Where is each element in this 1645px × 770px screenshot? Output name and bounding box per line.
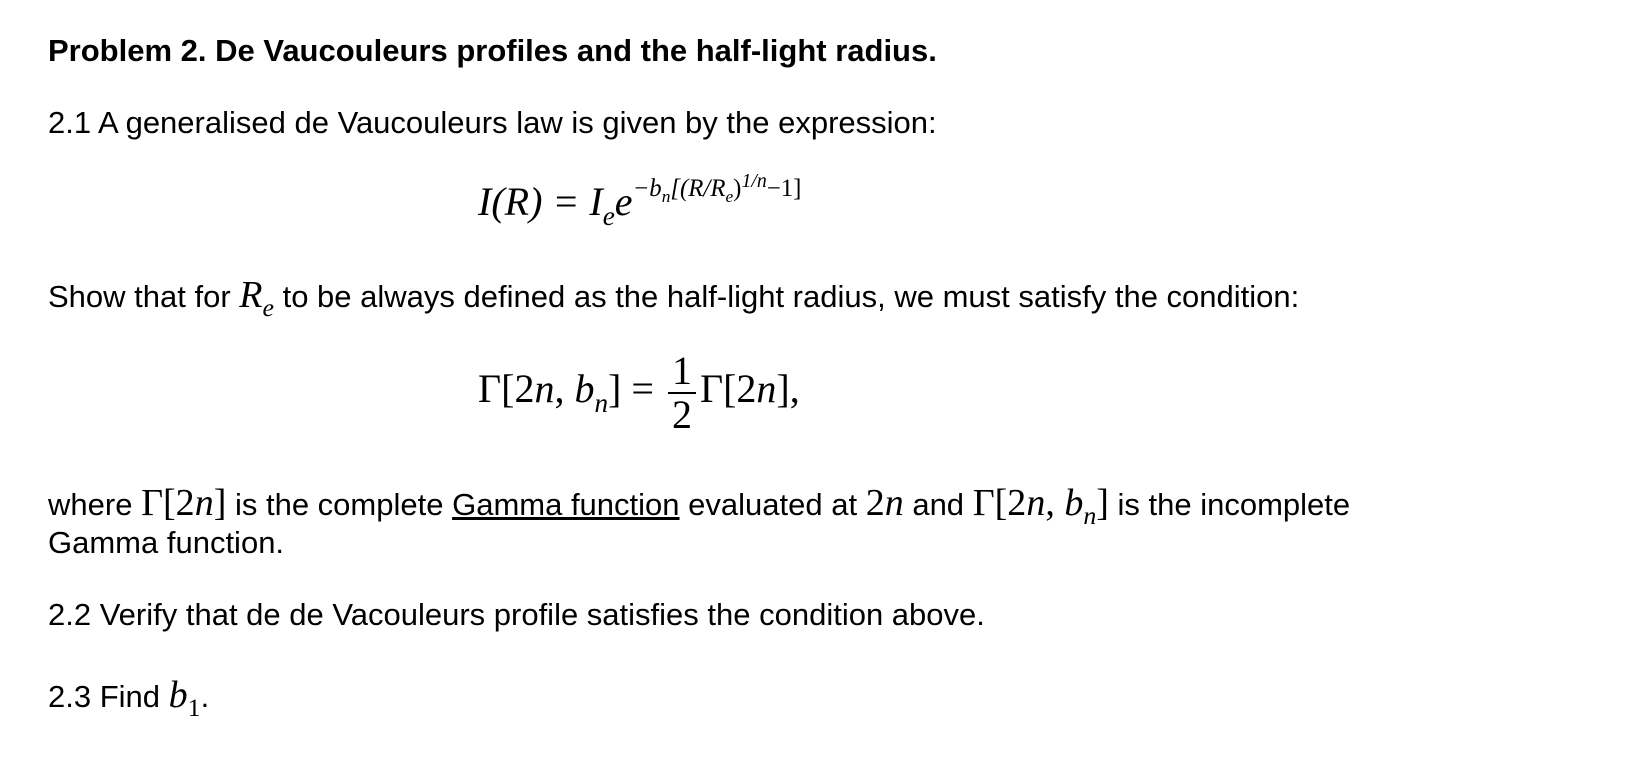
eq1-exponent: −bn[(R/Re)1/n−1]: [632, 170, 802, 206]
fraction-one-half: $\frac{1}{2}$: [668, 350, 696, 436]
show-suffix: to be always defined as the half-light radius, we must satisfy the condition:: [282, 279, 1300, 314]
part-2-2: 2.2 Verify that de de Vacouleurs profile satisfies the condition above.: [48, 597, 985, 632]
gamma-2n: Γ[2n]: [141, 482, 227, 524]
show-that-line: [48, 274, 1300, 323]
part-2-3: 2.3 Find $b_1$.: [48, 674, 210, 723]
two-n: 2n: [865, 482, 904, 524]
equation-gamma-condition: Γ[2n, $b_n$] = $\frac{1}{2}$ Γ[2n],: [478, 348, 800, 437]
eq1-lhs-sub: e: [602, 200, 615, 231]
intro-2-1: 2.1 A generalised de Vaucouleurs law is given by the expression:: [48, 105, 937, 140]
gamma-incomplete: Γ[2n, $b_n$]: [972, 482, 1109, 531]
where-line-2: Gamma function.: [48, 525, 285, 560]
gamma-function-link[interactable]: Gamma function: [452, 487, 680, 522]
eq1-lhs: I(R) = I: [478, 179, 603, 224]
eq1-base: e: [614, 179, 633, 224]
equation-de-vaucouleurs: [478, 170, 802, 231]
Re-symbol: $R_e$: [239, 274, 274, 323]
problem-heading: Problem 2. De Vaucouleurs profiles and the half-light radius.: [48, 33, 937, 68]
show-prefix: Show that for: [48, 279, 231, 314]
b1-symbol: $b_1$: [168, 674, 201, 723]
where-line: where Γ[2n] is the complete Gamma function evaluated at 2n and Γ[2n, $b_n$] is the incomplete: [48, 482, 1351, 531]
